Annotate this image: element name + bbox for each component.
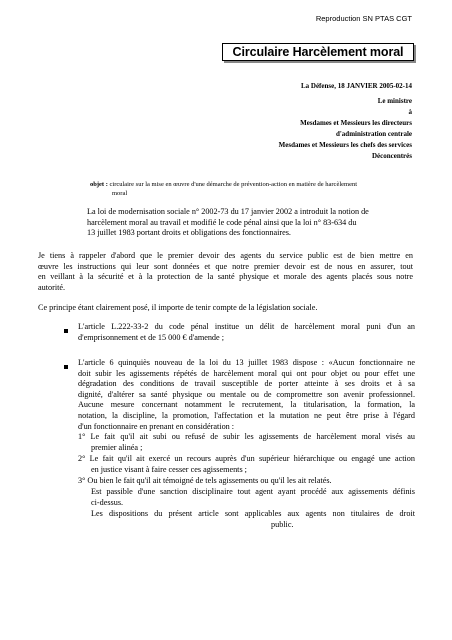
title-box <box>222 43 414 61</box>
recipient-line: à <box>408 108 412 116</box>
text-line: Je tiens à rappeler d'abord que le premier devoir des agents du service public est de bien mettre en <box>38 251 413 260</box>
date-line <box>301 81 412 92</box>
item-1 <box>78 432 415 453</box>
text-line: dignité, d'altérer sa santé physique ou mentale ou de compromettre son avenir professionnel. <box>78 389 415 399</box>
text-line: dégradation des conditions de travail susceptible de porter atteinte à ses droits et à sa <box>78 379 415 389</box>
text-line: d'emprisonnement et de 15 000 € d'amende ; <box>78 332 224 342</box>
text-line: ci-dessus. <box>91 497 124 507</box>
recipient-line: d'administration centrale <box>335 130 412 138</box>
objet-label: objet : <box>90 181 108 188</box>
text-line: 2° Le fait qu'il ait exercé un recours auprès d'un supérieur hiérarchique ou engagé une action <box>78 454 415 463</box>
text-line: autorité. <box>38 282 66 292</box>
reproduction-header: Reproduction SN PTAS CGT <box>315 14 412 23</box>
date-text: La Défense, 18 JANVIER 2005-02-14 <box>300 82 412 90</box>
text-line: œuvre les instructions qui leur sont données et que notre premier devoir est de nous en assurer, tout <box>38 261 413 271</box>
text-line: L'article L.222-33-2 du code pénal institue un délit de harcèlement moral puni d'un an <box>78 322 415 331</box>
recipient-line: Mesdames et Messieurs les chefs des services <box>278 141 412 149</box>
text-line: Ce principe étant clairement posé, il importe de tenir compte de la législation sociale. <box>38 303 318 312</box>
tail-paragraph-2 <box>91 509 415 530</box>
bullet-marker <box>64 326 68 335</box>
text-line: public. <box>271 519 294 529</box>
bullet-2 <box>78 358 415 432</box>
text-line: Est passible d'une sanction disciplinaire tout agent ayant procédé aux agissements définis <box>91 487 415 496</box>
bullet-marker <box>64 362 68 371</box>
objet-block <box>90 180 410 198</box>
text-line: en veillant à la sécurité et à la protection de la santé physique et morale des agents placés sous notre <box>38 272 413 282</box>
text-line: 1° Le fait qu'il ait subi ou refusé de subir les agissements de harcèlement moral visés au <box>78 432 415 441</box>
text-line: harcèlement moral au travail et modifié le code pénal ainsi que la loi n° 83-634 du <box>87 217 357 227</box>
text-line: 13 juillet 1983 portant droits et obligations des fonctionnaires. <box>87 228 291 238</box>
text-line: notation, la discipline, la promotion, l'affectation et la mutation ne peut être prise à l'égard <box>78 410 415 420</box>
bullet-1 <box>78 322 415 343</box>
text-line: en justice visant à faire cesser ces agissements ; <box>91 464 247 474</box>
objet-text-cont: moral <box>112 190 128 197</box>
text-line: d'un fonctionnaire en prenant en considération : <box>78 421 235 431</box>
page-title: Circulaire Harcèlement moral <box>232 45 404 59</box>
item-3 <box>78 476 415 487</box>
text-line: La loi de modernisation sociale n° 2002-73 du 17 janvier 2002 a introduit la notion de <box>87 207 369 216</box>
text-line: Aucune mesure concernant notamment le recrutement, la titularisation, la formation, la <box>78 400 415 410</box>
recipient-line: Déconcentrés <box>371 152 412 160</box>
tail-paragraph-1 <box>91 487 415 508</box>
text-line: doit subir les agissements répétés de harcèlement moral qui ont pour objet ou pour effet une <box>78 368 415 378</box>
recipient-line: Le ministre <box>377 97 412 105</box>
text-line: 3° Ou bien le fait qu'il ait témoigné de tels agissements ou qu'il les ait relatés. <box>78 476 332 485</box>
text-line: Les dispositions du présent article sont applicables aux agents non titulaires de droit <box>91 509 415 518</box>
text-line: L'article 6 quinquiès nouveau de la loi du 13 juillet 1983 dispose : «Aucun fonctionnaire ne <box>78 358 415 367</box>
text-line: premier alinéa ; <box>91 442 143 452</box>
objet-text: circulaire sur la mise en œuvre d'une démarche de prévention-action en matière de harcèlement <box>109 181 358 188</box>
item-2 <box>78 454 415 475</box>
intro-paragraph <box>87 207 417 239</box>
recipients-block <box>279 96 412 162</box>
recipient-line: Mesdames et Messieurs les directeurs <box>300 119 412 127</box>
paragraph-1 <box>38 251 413 293</box>
paragraph-2 <box>38 303 413 314</box>
